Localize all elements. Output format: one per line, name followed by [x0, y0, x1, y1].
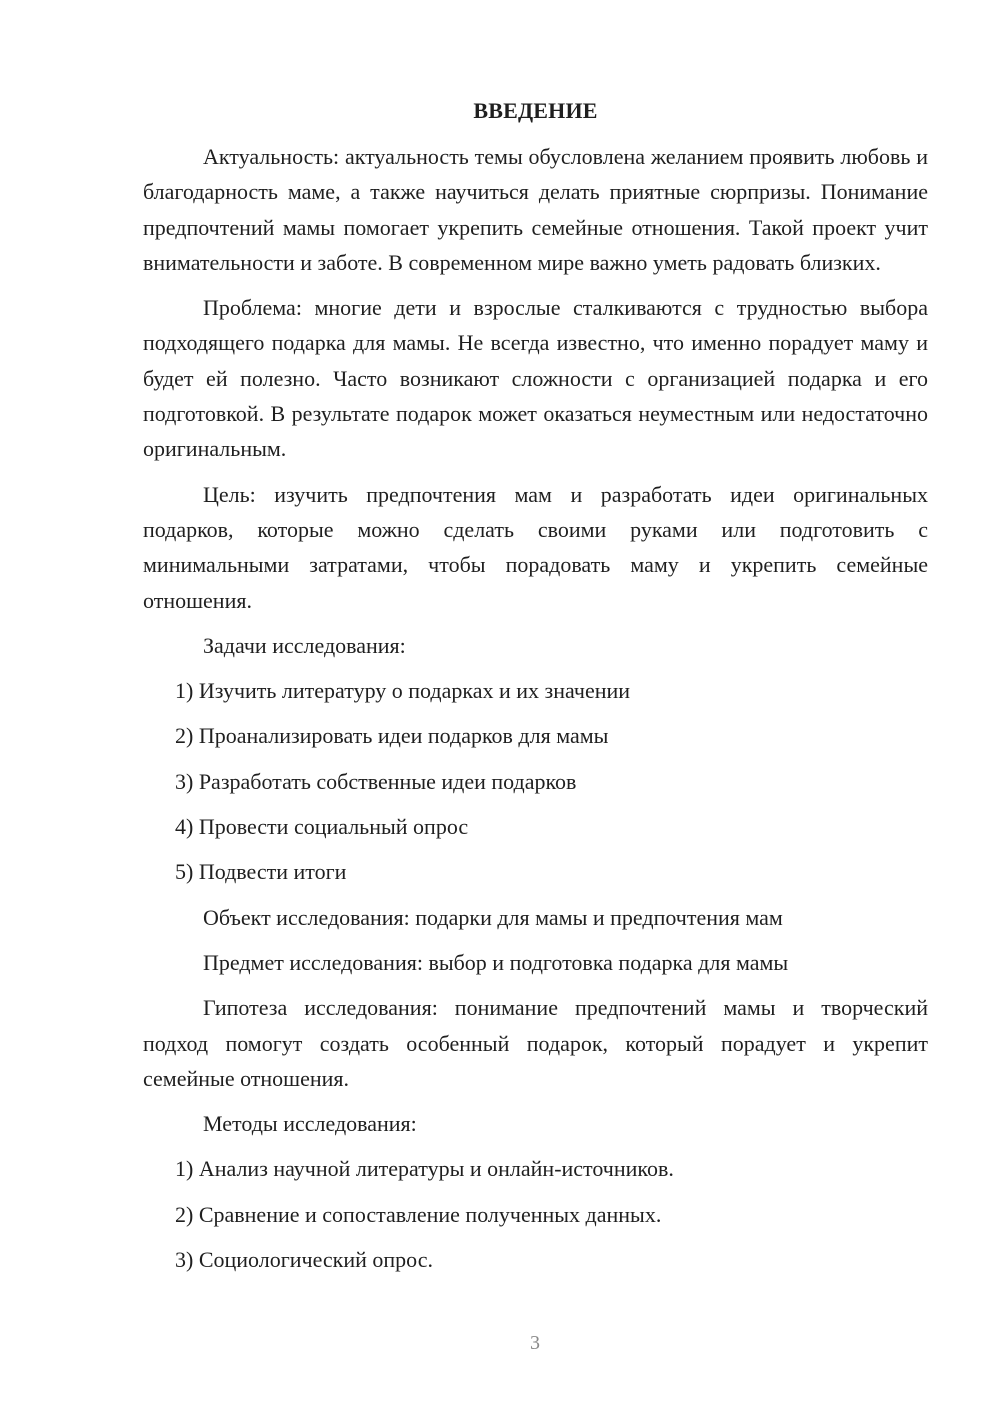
hypothesis-paragraph: Гипотеза исследования: понимание предпочтений мамы и творческий подход помогут создать особенный подарок, который порадует и укрепит семейные отношения. — [143, 995, 928, 1091]
tasks-list — [143, 673, 928, 889]
task-item: 4) Провести социальный опрос — [175, 814, 469, 840]
page-number: 3 — [530, 1332, 540, 1354]
task-item: 5) Подвести итоги — [175, 859, 347, 885]
page-content — [143, 92, 928, 1287]
method-item: 3) Социологический опрос. — [175, 1247, 433, 1273]
tasks-heading: Задачи исследования: — [203, 632, 406, 658]
section-title: ВВЕДЕНИЕ — [473, 98, 598, 123]
task-item: 1) Изучить литературу о подарках и их значении — [175, 678, 631, 704]
goal-paragraph: Цель: изучить предпочтения мам и разработать идеи оригинальных подарков, которые можно сделать своими руками или подготовить с минимальными затратами, чтобы порадовать маму и укрепить семейные отношения. — [143, 481, 928, 613]
relevance-paragraph: Актуальность: актуальность темы обусловлена желанием проявить любовь и благодарность маме, а также научиться делать приятные сюрпризы. Понимание предпочтений мамы помогает укрепить семейные отношения. Такой проект учит внимательности и заботе. В современном мире важно уметь радовать близких. — [143, 144, 928, 275]
method-item: 2) Сравнение и сопоставление полученных данных. — [175, 1201, 662, 1227]
methods-list — [143, 1151, 928, 1277]
object-paragraph: Объект исследования: подарки для мамы и предпочтения мам — [203, 904, 783, 930]
methods-heading: Методы исследования: — [203, 1111, 417, 1137]
problem-paragraph: Проблема: многие дети и взрослые сталкиваются с трудностью выбора подходящего подарка для мамы. Не всегда известно, что именно порадует маму и будет ей полезно. Часто возникают сложности с организацией подарка и его подготовкой. В результате подарок может оказаться неуместным или недостаточно оригинальным. — [143, 295, 928, 462]
task-item: 3) Разработать собственные идеи подарков — [175, 768, 577, 794]
method-item: 1) Анализ научной литературы и онлайн-источников. — [175, 1156, 674, 1182]
subject-paragraph: Предмет исследования: выбор и подготовка подарка для мамы — [203, 949, 789, 975]
task-item: 2) Проанализировать идеи подарков для мамы — [175, 723, 609, 749]
